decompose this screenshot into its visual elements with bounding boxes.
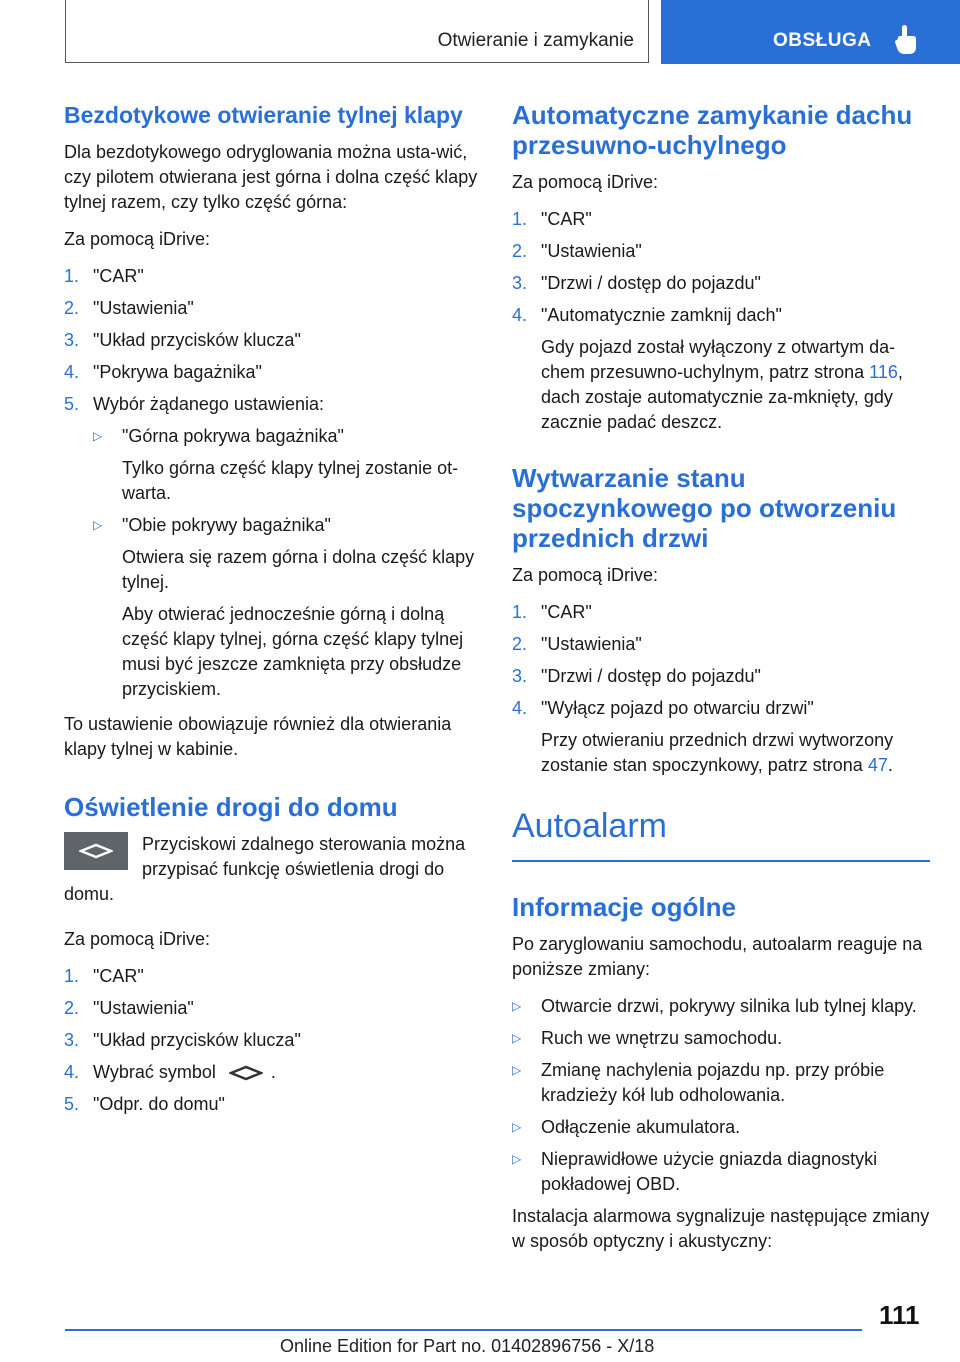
left-column bbox=[64, 100, 480, 1127]
header-chapter-tab[interactable] bbox=[661, 0, 960, 64]
rest-state-idrive: Za pomocą iDrive: bbox=[512, 565, 659, 585]
section-title-rest-state: Wytwarzanie stanu spoczynkowego po otworzeniu przednich drzwi bbox=[512, 463, 897, 553]
list-item: 2. "Ustawienia" bbox=[512, 241, 642, 261]
page-number: 111 bbox=[879, 1300, 920, 1330]
section-title-sunroof: Automatyczne zamykanie dachu przesuwno-uchylnego bbox=[512, 100, 913, 160]
option-item: ▷ "Górna pokrywa bagażnika" bbox=[64, 424, 480, 449]
home-light-icon bbox=[229, 1064, 263, 1082]
alarm-bullets bbox=[512, 994, 930, 1197]
triangle-bullet-icon: ▷ bbox=[512, 1030, 522, 1045]
section-title-general-info: Informacje ogólne bbox=[512, 891, 736, 922]
list-item: 4. "Pokrywa bagażnika" bbox=[64, 362, 262, 382]
list-item: 1. "CAR" bbox=[64, 966, 144, 986]
page-link[interactable]: 47 bbox=[867, 755, 888, 775]
footer-edition: Online Edition for Part no. 01402896756 - X/18 bbox=[280, 1336, 655, 1356]
header-section-title: Otwieranie i zamykanie bbox=[437, 30, 634, 51]
list-item: 1. "CAR" bbox=[64, 266, 144, 286]
home-lighting-steps bbox=[64, 964, 480, 1117]
list-item: 2. "Ustawienia" bbox=[64, 998, 194, 1018]
list-item: 5. Wybór żądanego ustawienia: bbox=[64, 394, 324, 414]
home-light-icon bbox=[64, 832, 128, 870]
header-section-box bbox=[65, 0, 649, 63]
list-item: ▷ Nieprawidłowe użycie gniazda diagnostyki pokładowej OBD. bbox=[512, 1148, 878, 1194]
list-item: 5. "Odpr. do domu" bbox=[64, 1094, 225, 1114]
list-item: 3. "Drzwi / dostęp do pojazdu" bbox=[512, 666, 761, 686]
rest-state-steps bbox=[512, 600, 930, 778]
hand-pointing-icon bbox=[895, 25, 917, 55]
triangle-bullet-icon: ▷ bbox=[512, 1119, 522, 1134]
sunroof-steps bbox=[512, 207, 930, 435]
chapter-rule bbox=[512, 860, 930, 862]
option-desc: Otwiera się razem górna i dolna część klapy tylnej. bbox=[122, 547, 475, 592]
header-chapter-label: OBSŁUGA bbox=[773, 30, 872, 51]
triangle-bullet-icon: ▷ bbox=[93, 429, 103, 443]
list-item: ▷ Otwarcie drzwi, pokrywy silnika lub tylnej klapy. bbox=[512, 994, 930, 1019]
home-lighting-intro: Przyciskowi zdalnego sterowania można przypisać funkcję oświetlenia drogi do domu. bbox=[64, 834, 466, 904]
list-item: ▷ Ruch we wnętrzu samochodu. bbox=[512, 1026, 930, 1051]
page-link[interactable]: 116 bbox=[869, 362, 898, 382]
footer-rule bbox=[65, 1329, 862, 1331]
list-item: ▷ Odłączenie akumulatora. bbox=[512, 1115, 930, 1140]
rest-state-desc: Przy otwieraniu przednich drzwi wytworzony zostanie stan spoczynkowy, patrz strona 47. bbox=[541, 730, 894, 775]
list-item: 1. "CAR" bbox=[512, 209, 592, 229]
list-item: 2. "Ustawienia" bbox=[64, 298, 194, 318]
list-item: ▷ Zmianę nachylenia pojazdu np. przy próbie kradzieży kół lub odholowania. bbox=[512, 1059, 885, 1105]
tailgate-steps bbox=[64, 264, 480, 702]
alarm-outro: Instalacja alarmowa sygnalizuje następujące zmiany w sposób optyczny i akustyczny: bbox=[512, 1205, 930, 1251]
list-item: 3. "Drzwi / dostęp do pojazdu" bbox=[512, 273, 761, 293]
tailgate-idrive: Za pomocą iDrive: bbox=[64, 229, 211, 249]
sunroof-idrive: Za pomocą iDrive: bbox=[512, 172, 659, 192]
section-title-home-lighting: Oświetlenie drogi do domu bbox=[64, 792, 398, 822]
list-item: 4. "Automatycznie zamknij dach" bbox=[512, 305, 782, 325]
tailgate-note: To ustawienie obowiązuje również dla otwierania klapy tylnej w kabinie. bbox=[64, 714, 452, 759]
list-item: 3. "Układ przycisków klucza" bbox=[64, 330, 301, 350]
alarm-intro: Po zaryglowaniu samochodu, autoalarm reaguje na poniższe zmiany: bbox=[512, 933, 923, 979]
chapter-title-autoalarm: Autoalarm bbox=[512, 807, 667, 845]
option-desc-2: Aby otwierać jednocześnie górną i dolną część klapy tylnej, górna część klapy tylnej musi być jeszcze zamknięta przy obsłudze przyciskiem. bbox=[122, 604, 464, 699]
triangle-bullet-icon: ▷ bbox=[512, 998, 522, 1013]
option-item: ▷ "Obie pokrywy bagażnika" bbox=[64, 513, 480, 538]
list-item: 1. "CAR" bbox=[512, 602, 592, 622]
triangle-bullet-icon: ▷ bbox=[512, 1151, 522, 1166]
list-item: 4. Wybrać symbol . bbox=[64, 1062, 276, 1082]
triangle-bullet-icon: ▷ bbox=[93, 518, 103, 532]
list-item: 4. "Wyłącz pojazd po otwarciu drzwi" bbox=[512, 698, 814, 718]
list-item: 2. "Ustawienia" bbox=[512, 634, 642, 654]
section-title-tailgate: Bezdotykowe otwieranie tylnej klapy bbox=[64, 102, 463, 128]
option-desc: Tylko górna część klapy tylnej zostanie ot-warta. bbox=[122, 458, 459, 503]
sunroof-desc: Gdy pojazd został wyłączony z otwartym da-chem przesuwno-uchylnym, patrz strona 116, dach zostaje automatycznie za-mknięty, gdy zacznie padać deszcz. bbox=[541, 337, 903, 432]
tailgate-intro: Dla bezdotykowego odryglowania można usta-wić, czy pilotem otwierana jest górna i dolna część klapy tylnej razem, czy tylko część górna: bbox=[64, 142, 478, 212]
right-column bbox=[512, 100, 930, 1266]
list-item: 3. "Układ przycisków klucza" bbox=[64, 1030, 301, 1050]
triangle-bullet-icon: ▷ bbox=[512, 1062, 522, 1077]
home-lighting-idrive: Za pomocą iDrive: bbox=[64, 929, 211, 949]
